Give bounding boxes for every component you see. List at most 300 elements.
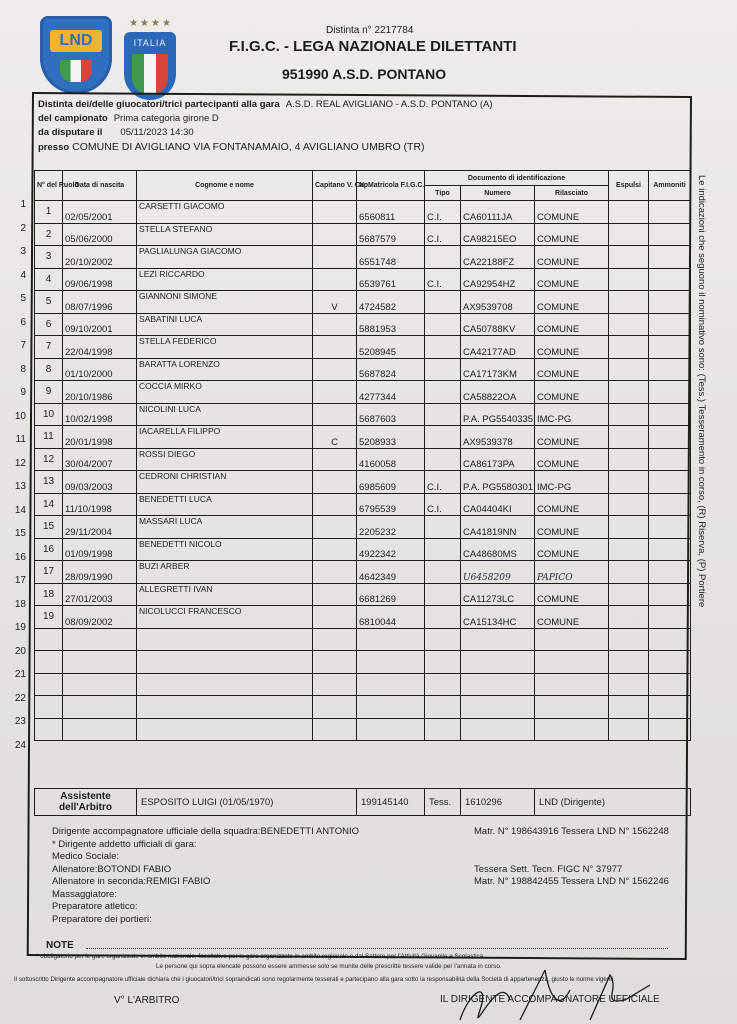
header-rilasciato: Rilasciato xyxy=(535,186,609,201)
table-row xyxy=(35,313,691,336)
header-tipo: Tipo xyxy=(425,186,461,201)
stars-icon: ★★★★ xyxy=(129,18,173,29)
cell-ruolo: 10 xyxy=(35,403,63,426)
cell-nome: GIANNONI SIMONE xyxy=(137,291,313,314)
cell-capitano xyxy=(313,561,357,584)
cell-nascita: 20/10/2002 xyxy=(63,246,137,269)
note-field[interactable] xyxy=(86,948,668,949)
cell-matricola: 4922342 xyxy=(357,538,425,561)
cell-tipo xyxy=(425,516,461,539)
cell-numero xyxy=(461,696,535,719)
row-number: 4 xyxy=(20,269,26,281)
row-number: 1 xyxy=(20,199,26,210)
row-number: 12 xyxy=(14,457,26,469)
cell-ammoniti xyxy=(649,673,691,696)
cell-capitano xyxy=(313,493,357,516)
cell-numero: CA60111JA xyxy=(461,201,535,224)
players-table xyxy=(34,170,691,741)
cell-capitano xyxy=(313,583,357,606)
cell-rilasciato xyxy=(535,628,609,651)
staff-row xyxy=(52,839,692,852)
cell-matricola: 6985609 xyxy=(357,471,425,494)
cell-ammoniti xyxy=(649,718,691,741)
cell-capitano xyxy=(313,471,357,494)
cell-matricola: 2205232 xyxy=(357,516,425,539)
staff-registration: Tessera Sett. Tecn. FIGC N° 37977 xyxy=(474,863,623,875)
cell-espulsi xyxy=(609,493,649,516)
cell-numero: CA17173KM xyxy=(461,358,535,381)
cell-rilasciato: COMUNE xyxy=(535,246,609,269)
table-row xyxy=(35,606,691,629)
dichiarazione-text: Il sottoscritto Dirigente accompagnatore ufficiale dichiara che i giuocatori/trici sopraindicati sono regolarmente tesserati e partecipano alla gara sotto la responsabilità della Società di appartenenza, giusto le norme vigenti. xyxy=(14,976,616,983)
cell-numero: CA92954HZ xyxy=(461,268,535,291)
cell-nome: ALLEGRETTI IVAN xyxy=(137,583,313,606)
cell-nome: BENEDETTI NICOLO xyxy=(137,538,313,561)
table-row xyxy=(35,448,691,471)
cell-espulsi xyxy=(609,696,649,719)
staff-label: Dirigente accompagnatore ufficiale della squadra: xyxy=(52,826,261,837)
row-number: 11 xyxy=(15,434,26,445)
cell-tipo: C.I. xyxy=(425,223,461,246)
cell-rilasciato: COMUNE xyxy=(535,291,609,314)
cell-ammoniti xyxy=(649,426,691,449)
cell-nascita: 20/01/1998 xyxy=(63,426,137,449)
cell-espulsi xyxy=(609,538,649,561)
cell-rilasciato: IMC-PG xyxy=(535,471,609,494)
cell-espulsi xyxy=(609,673,649,696)
row-number: 7 xyxy=(20,340,26,351)
header-documento: Documento di identificazione xyxy=(425,171,609,186)
cell-ammoniti xyxy=(649,403,691,426)
cell-rilasciato: COMUNE xyxy=(535,516,609,539)
row-number: 16 xyxy=(14,551,26,563)
cell-numero xyxy=(461,673,535,696)
cell-ruolo xyxy=(35,628,63,651)
cell-capitano xyxy=(313,403,357,426)
cell-ammoniti xyxy=(649,583,691,606)
table-row xyxy=(35,493,691,516)
cell-matricola: 4642349 xyxy=(357,561,425,584)
cell-tipo xyxy=(425,628,461,651)
cell-matricola xyxy=(357,718,425,741)
staff-row xyxy=(52,901,692,914)
figc-italia-logo xyxy=(124,32,176,100)
cell-rilasciato: COMUNE xyxy=(535,223,609,246)
staff-row xyxy=(52,876,692,889)
cell-ammoniti xyxy=(649,696,691,719)
cell-rilasciato: COMUNE xyxy=(535,493,609,516)
cell-espulsi xyxy=(609,583,649,606)
cell-ruolo: 14 xyxy=(35,493,63,516)
cell-capitano xyxy=(313,696,357,719)
row-number: 6 xyxy=(20,316,26,328)
staff-list xyxy=(52,826,692,926)
cell-rilasciato xyxy=(535,696,609,719)
staff-registration: Matr. N° 198643916 Tessera LND N° 1562248 xyxy=(474,826,669,837)
cell-tipo xyxy=(425,673,461,696)
cell-nome xyxy=(137,673,313,696)
italian-flag-icon xyxy=(60,60,92,82)
cell-espulsi xyxy=(609,718,649,741)
cell-numero: CA41819NN xyxy=(461,516,535,539)
cell-espulsi xyxy=(609,471,649,494)
cell-matricola: 6551748 xyxy=(357,246,425,269)
cell-numero: CA04404KI xyxy=(461,493,535,516)
cell-nome: LEZI RICCARDO xyxy=(137,268,313,291)
table-row xyxy=(35,336,691,359)
cell-nome: PAGLIALUNGA GIACOMO xyxy=(137,246,313,269)
data-value: 05/11/2023 14:30 xyxy=(120,127,194,138)
staff-label: Medico Sociale: xyxy=(52,851,120,862)
staff-row xyxy=(52,864,692,877)
cell-tipo xyxy=(425,246,461,269)
match-info xyxy=(38,98,686,154)
cell-nascita: 29/11/2004 xyxy=(63,516,137,539)
cell-capitano xyxy=(313,268,357,291)
campionato-value: Prima categoria girone D xyxy=(113,113,219,124)
cell-espulsi xyxy=(609,246,649,269)
cell-espulsi xyxy=(609,516,649,539)
cell-numero: CA11273LC xyxy=(461,583,535,606)
header-numero: Numero xyxy=(461,186,535,201)
cell-rilasciato: PAPICO xyxy=(535,561,609,584)
assistant-numero: 1610296 xyxy=(461,789,535,816)
cell-ruolo xyxy=(35,651,63,674)
gara-label: Distinta dei/delle giuocatori/trici partecipanti alla gara xyxy=(38,99,280,110)
assistant-rilasciato: LND (Dirigente) xyxy=(535,789,691,816)
cell-matricola xyxy=(357,628,425,651)
referee-signature-label: V° L'ARBITRO xyxy=(114,995,180,1006)
cell-tipo xyxy=(425,336,461,359)
row-number: 13 xyxy=(14,481,26,492)
table-row xyxy=(35,223,691,246)
cell-nascita: 27/01/2003 xyxy=(63,583,137,606)
cell-matricola: 6560811 xyxy=(357,201,425,224)
cell-espulsi xyxy=(609,201,649,224)
header-ruolo: N° del Ruolo xyxy=(35,171,63,201)
cell-espulsi xyxy=(609,628,649,651)
cell-nascita xyxy=(63,696,137,719)
cell-rilasciato: COMUNE xyxy=(535,201,609,224)
cell-tipo xyxy=(425,381,461,404)
cell-numero: CA58822OA xyxy=(461,381,535,404)
cell-rilasciato: COMUNE xyxy=(535,313,609,336)
cell-ammoniti xyxy=(649,268,691,291)
assistant-tipo: Tess. xyxy=(425,789,461,816)
cell-nome: IACARELLA FILIPPO xyxy=(137,426,313,449)
table-row xyxy=(35,628,691,651)
cell-rilasciato xyxy=(535,673,609,696)
cell-ammoniti xyxy=(649,628,691,651)
row-number: 9 xyxy=(20,387,26,398)
cell-ammoniti xyxy=(649,493,691,516)
cell-ruolo xyxy=(35,673,63,696)
cell-nome: ROSSI DIEGO xyxy=(137,448,313,471)
cell-ammoniti xyxy=(649,223,691,246)
cell-capitano xyxy=(313,358,357,381)
obbligatorio-footnote: * obbligatorio per le gare organizzate in ambito nazionale, facoltativo per le gare organizzate in ambito regionale e dal Settore per l'Attività Giovanile e Scolastica xyxy=(36,953,484,960)
cell-ruolo: 15 xyxy=(35,516,63,539)
cell-ruolo: 1 xyxy=(35,201,63,224)
cell-numero: AX9539708 xyxy=(461,291,535,314)
staff-label: Allenatore in seconda: xyxy=(52,876,147,887)
cell-nome: SABATINI LUCA xyxy=(137,313,313,336)
cell-ruolo: 17 xyxy=(35,561,63,584)
cell-espulsi xyxy=(609,336,649,359)
cell-ruolo: 5 xyxy=(35,291,63,314)
cell-numero: CA22188FZ xyxy=(461,246,535,269)
table-row xyxy=(35,718,691,741)
row-number: 24 xyxy=(14,739,26,751)
cell-matricola: 4160058 xyxy=(357,448,425,471)
cell-ruolo: 16 xyxy=(35,538,63,561)
cell-ruolo: 11 xyxy=(35,426,63,449)
cell-nome: COCCIA MIRKO xyxy=(137,381,313,404)
cell-rilasciato: COMUNE xyxy=(535,606,609,629)
presso-value: COMUNE DI AVIGLIANO VIA FONTANAMAIO, 4 AVIGLIANO UMBRO (TR) xyxy=(72,141,425,153)
cell-ammoniti xyxy=(649,471,691,494)
cell-ruolo: 9 xyxy=(35,381,63,404)
cell-espulsi xyxy=(609,651,649,674)
cell-ruolo: 7 xyxy=(35,336,63,359)
row-number: 19 xyxy=(14,622,26,633)
cell-tipo xyxy=(425,583,461,606)
cell-nascita: 01/10/2000 xyxy=(63,358,137,381)
cell-rilasciato: COMUNE xyxy=(535,583,609,606)
row-number: 10 xyxy=(14,410,26,422)
cell-ruolo: 8 xyxy=(35,358,63,381)
cell-tipo xyxy=(425,651,461,674)
cell-numero xyxy=(461,628,535,651)
cell-tipo xyxy=(425,291,461,314)
header-ammoniti: Ammoniti xyxy=(649,171,691,201)
cell-matricola: 5687579 xyxy=(357,223,425,246)
cell-ammoniti xyxy=(649,313,691,336)
cell-capitano: V xyxy=(313,291,357,314)
cell-nascita: 01/09/1998 xyxy=(63,538,137,561)
cell-nascita xyxy=(63,673,137,696)
row-number: 22 xyxy=(14,692,26,704)
cell-matricola: 5687824 xyxy=(357,358,425,381)
cell-ammoniti xyxy=(649,336,691,359)
assistant-label: Assistente dell'Arbitro xyxy=(35,789,137,816)
table-row xyxy=(35,291,691,314)
cell-nome: NICOLINI LUCA xyxy=(137,403,313,426)
cell-ammoniti xyxy=(649,201,691,224)
cell-nome xyxy=(137,628,313,651)
cell-espulsi xyxy=(609,291,649,314)
cell-ruolo: 2 xyxy=(35,223,63,246)
cell-nascita: 28/09/1990 xyxy=(63,561,137,584)
cell-capitano xyxy=(313,673,357,696)
campionato-label: del campionato xyxy=(38,113,108,124)
cell-ammoniti xyxy=(649,538,691,561)
cell-tipo: C.I. xyxy=(425,201,461,224)
cell-nome xyxy=(137,718,313,741)
cell-nascita: 09/03/2003 xyxy=(63,471,137,494)
cell-ruolo: 3 xyxy=(35,246,63,269)
cell-ammoniti xyxy=(649,246,691,269)
cell-tipo xyxy=(425,538,461,561)
table-row xyxy=(35,516,691,539)
cell-ruolo: 18 xyxy=(35,583,63,606)
staff-registration: Matr. N° 198842455 Tessera LND N° 1562246 xyxy=(474,876,669,887)
cell-nascita xyxy=(63,628,137,651)
table-row xyxy=(35,426,691,449)
cell-matricola: 5208933 xyxy=(357,426,425,449)
table-row xyxy=(35,403,691,426)
cell-matricola: 5881953 xyxy=(357,313,425,336)
cell-nascita xyxy=(63,651,137,674)
cell-ammoniti xyxy=(649,651,691,674)
row-number: 14 xyxy=(14,504,26,516)
cell-espulsi xyxy=(609,448,649,471)
cell-tipo: C.I. xyxy=(425,268,461,291)
row-number: 17 xyxy=(14,575,26,586)
staff-value: REMIGI FABIO xyxy=(146,876,211,887)
cell-rilasciato: COMUNE xyxy=(535,358,609,381)
cell-nascita: 30/04/2007 xyxy=(63,448,137,471)
gara-value: A.S.D. REAL AVIGLIANO - A.S.D. PONTANO (A) xyxy=(285,99,493,110)
table-row xyxy=(35,583,691,606)
table-row xyxy=(35,561,691,584)
cell-espulsi xyxy=(609,313,649,336)
cell-rilasciato: COMUNE xyxy=(535,381,609,404)
cell-nascita: 05/06/2000 xyxy=(63,223,137,246)
table-row xyxy=(35,246,691,269)
cell-numero: CA50788KV xyxy=(461,313,535,336)
cell-ruolo: 4 xyxy=(35,268,63,291)
cell-nome: CEDRONI CHRISTIAN xyxy=(137,471,313,494)
table-row xyxy=(35,358,691,381)
cell-nascita: 22/04/1998 xyxy=(63,336,137,359)
row-number: 15 xyxy=(14,528,26,539)
cell-tipo xyxy=(425,696,461,719)
cell-nascita: 08/07/1996 xyxy=(63,291,137,314)
handwritten-signature xyxy=(450,960,670,1024)
cell-espulsi xyxy=(609,426,649,449)
club-name: 951990 A.S.D. PONTANO xyxy=(282,66,447,82)
presso-label: presso xyxy=(38,142,70,153)
staff-row xyxy=(52,914,692,927)
cell-nome: BARATTA LORENZO xyxy=(137,358,313,381)
cell-espulsi xyxy=(609,561,649,584)
staff-label: Allenatore: xyxy=(52,863,98,875)
data-label: da disputare il xyxy=(38,127,103,138)
cell-tipo xyxy=(425,313,461,336)
cell-capitano xyxy=(313,223,357,246)
table-row xyxy=(35,538,691,561)
cell-nome: NICOLUCCI FRANCESCO xyxy=(137,606,313,629)
cell-ruolo: 6 xyxy=(35,313,63,336)
cell-ammoniti xyxy=(649,448,691,471)
cell-capitano xyxy=(313,448,357,471)
cell-matricola: 5687603 xyxy=(357,403,425,426)
legend-side-note: Le indicazioni che seguono il nominativo sono: (Tess.) Tesseramento in corso, (R) Riserva, (P) Portiere xyxy=(696,175,707,608)
cell-numero: P.A. PG5540335 xyxy=(461,403,535,426)
header-matricola: N. Matricola F.I.G.C. xyxy=(357,171,425,201)
cell-ruolo xyxy=(35,696,63,719)
cell-ammoniti xyxy=(649,606,691,629)
cell-capitano xyxy=(313,651,357,674)
cell-numero: CA15134HC xyxy=(461,606,535,629)
cell-capitano xyxy=(313,628,357,651)
cell-capitano xyxy=(313,313,357,336)
cell-ammoniti xyxy=(649,561,691,584)
cell-numero xyxy=(461,718,535,741)
table-row xyxy=(35,471,691,494)
cell-matricola: 5208945 xyxy=(357,336,425,359)
cell-numero: AX9539378 xyxy=(461,426,535,449)
cell-nascita: 10/02/1998 xyxy=(63,403,137,426)
cell-ruolo xyxy=(35,718,63,741)
header-nascita: Data di nascita xyxy=(63,171,137,201)
table-row xyxy=(35,651,691,674)
cell-matricola xyxy=(357,651,425,674)
cell-tipo xyxy=(425,403,461,426)
cell-rilasciato xyxy=(535,651,609,674)
cell-espulsi xyxy=(609,606,649,629)
note-label: NOTE xyxy=(46,940,74,951)
cell-numero: CA42177AD xyxy=(461,336,535,359)
persone-footnote: Le persone qui sopra elencate possono essere ammesse solo se munite delle prescritte tessere valide per l'annata in corso. xyxy=(156,963,502,970)
row-number: 23 xyxy=(14,716,26,727)
table-row xyxy=(35,381,691,404)
italian-flag-icon xyxy=(132,54,168,94)
cell-nome: BENEDETTI LUCA xyxy=(137,493,313,516)
cell-nome: BUZI ARBER xyxy=(137,561,313,584)
cell-rilasciato: IMC-PG xyxy=(535,403,609,426)
cell-tipo: C.I. xyxy=(425,471,461,494)
cell-numero: CA86173PA xyxy=(461,448,535,471)
row-number: 8 xyxy=(20,363,26,375)
cell-matricola: 6795539 xyxy=(357,493,425,516)
staff-row xyxy=(52,826,692,839)
cell-matricola xyxy=(357,696,425,719)
cell-capitano xyxy=(313,606,357,629)
cell-capitano xyxy=(313,516,357,539)
cell-nascita: 02/05/2001 xyxy=(63,201,137,224)
row-number-column xyxy=(0,193,30,757)
cell-ammoniti xyxy=(649,291,691,314)
cell-nascita xyxy=(63,718,137,741)
cell-ammoniti xyxy=(649,381,691,404)
cell-capitano xyxy=(313,246,357,269)
cell-nome: STELLA STEFANO xyxy=(137,223,313,246)
cell-numero: CA48680MS xyxy=(461,538,535,561)
cell-rilasciato: COMUNE xyxy=(535,426,609,449)
cell-espulsi xyxy=(609,403,649,426)
cell-matricola: 4277344 xyxy=(357,381,425,404)
cell-capitano xyxy=(313,336,357,359)
manager-signature-label: IL DIRIGENTE ACCOMPAGNATORE UFFICIALE xyxy=(440,994,660,1005)
cell-nascita: 09/10/2001 xyxy=(63,313,137,336)
cell-nome xyxy=(137,696,313,719)
cell-nome: CARSETTI GIACOMO xyxy=(137,201,313,224)
cell-nome: MASSARI LUCA xyxy=(137,516,313,539)
cell-capitano xyxy=(313,381,357,404)
cell-nascita: 09/06/1998 xyxy=(63,268,137,291)
cell-tipo xyxy=(425,426,461,449)
cell-matricola: 6539761 xyxy=(357,268,425,291)
row-number: 18 xyxy=(14,598,26,610)
header-capitano: Capitano V. Cap. xyxy=(313,171,357,201)
staff-row xyxy=(52,889,692,902)
cell-rilasciato: COMUNE xyxy=(535,336,609,359)
cell-ammoniti xyxy=(649,516,691,539)
italia-logo-text: ITALIA xyxy=(133,38,167,48)
cell-matricola xyxy=(357,673,425,696)
